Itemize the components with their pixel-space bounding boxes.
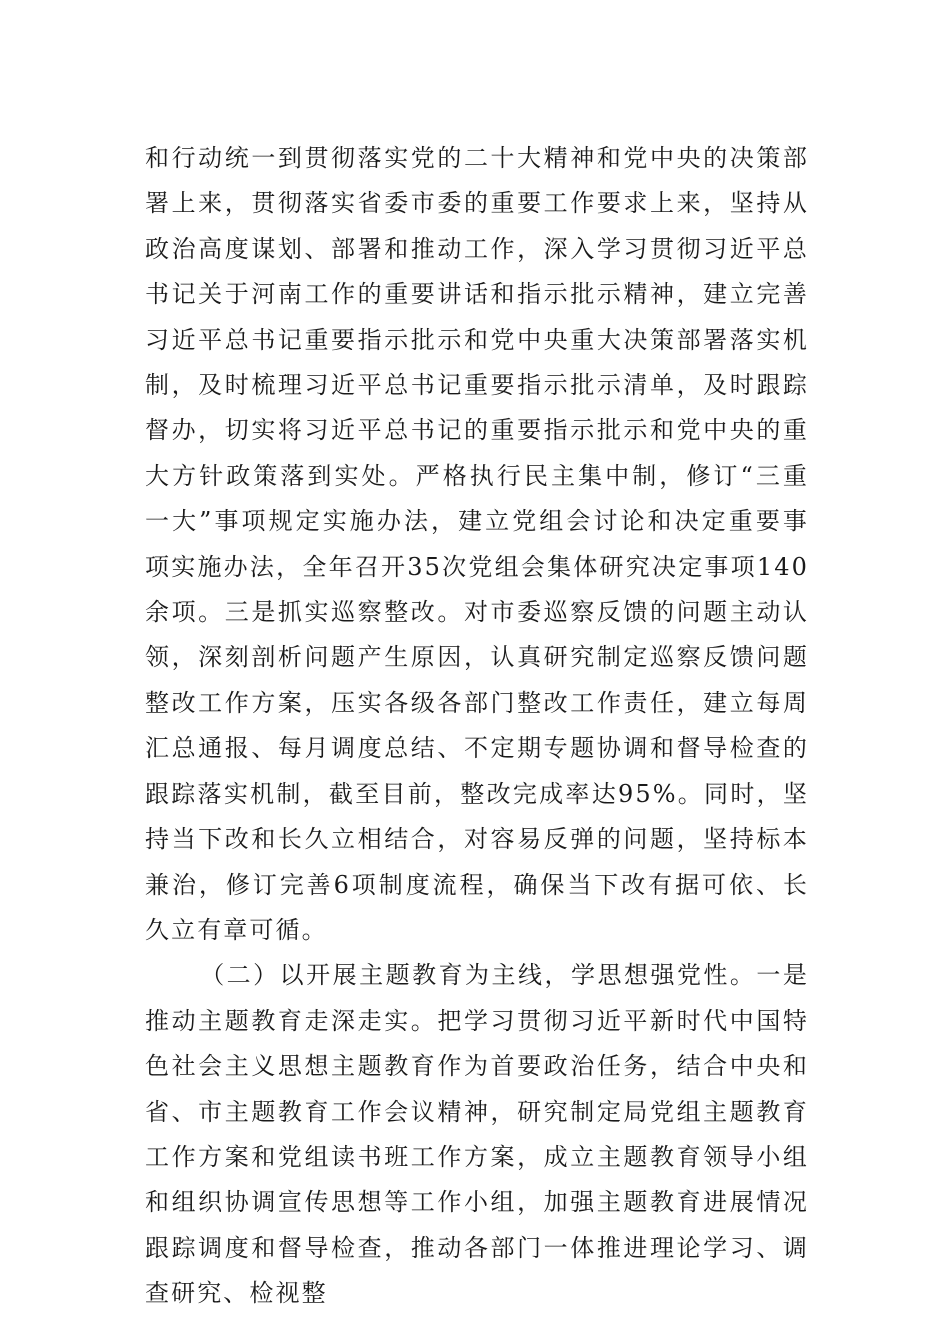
body-paragraph-2: （二）以开展主题教育为主线，学思想强党性。一是推动主题教育走深走实。把学习贯彻习近平新时代中国特色社会主义思想主题教育作为首要政治任务，结合中央和省、市主题教育工作会议精神，研究制定局党组主题教育工作方案和党组读书班工作方案，成立主题教育领导小组和组织协调宣传思想等工作小组，加强主题教育进展情况跟踪调度和督导检查，推动各部门一体推进理论学习、调查研究、检视整 [145, 961, 809, 1308]
body-paragraph-1: 和行动统一到贯彻落实党的二十大精神和党中央的决策部署上来，贯彻落实省委市委的重要工作要求上来，坚持从政治高度谋划、部署和推动工作，深入学习贯彻习近平总书记关于河南工作的重要讲话和指示批示精神，建立完善习近平总书记重要指示批示和党中央重大决策部署落实机制，及时梳理习近平总书记重要指示批示清单，及时跟踪督办，切实将习近平总书记的重要指示批示和党中央的重大方针政策落到实处。严格执行民主集中制，修订“三重一大”事项规定实施办法，建立党组会讨论和决定重要事项实施办法，全年召开35次党组会集体研究决定事项140余项。三是抓实巡察整改。对市委巡察反馈的问题主动认领，深刻剖析问题产生原因，认真研究制定巡察反馈问题整改工作方案，压实各级各部门整改工作责任，建立每周汇总通报、每月调度总结、不定期专题协调和督导检查的跟踪落实机制，截至目前，整改完成率达95%。同时，坚持当下改和长久立相结合，对容易反弹的问题，坚持标本兼治，修订完善6项制度流程，确保当下改有据可依、长久立有章可循。 [145, 144, 809, 944]
document-body [145, 136, 809, 1317]
